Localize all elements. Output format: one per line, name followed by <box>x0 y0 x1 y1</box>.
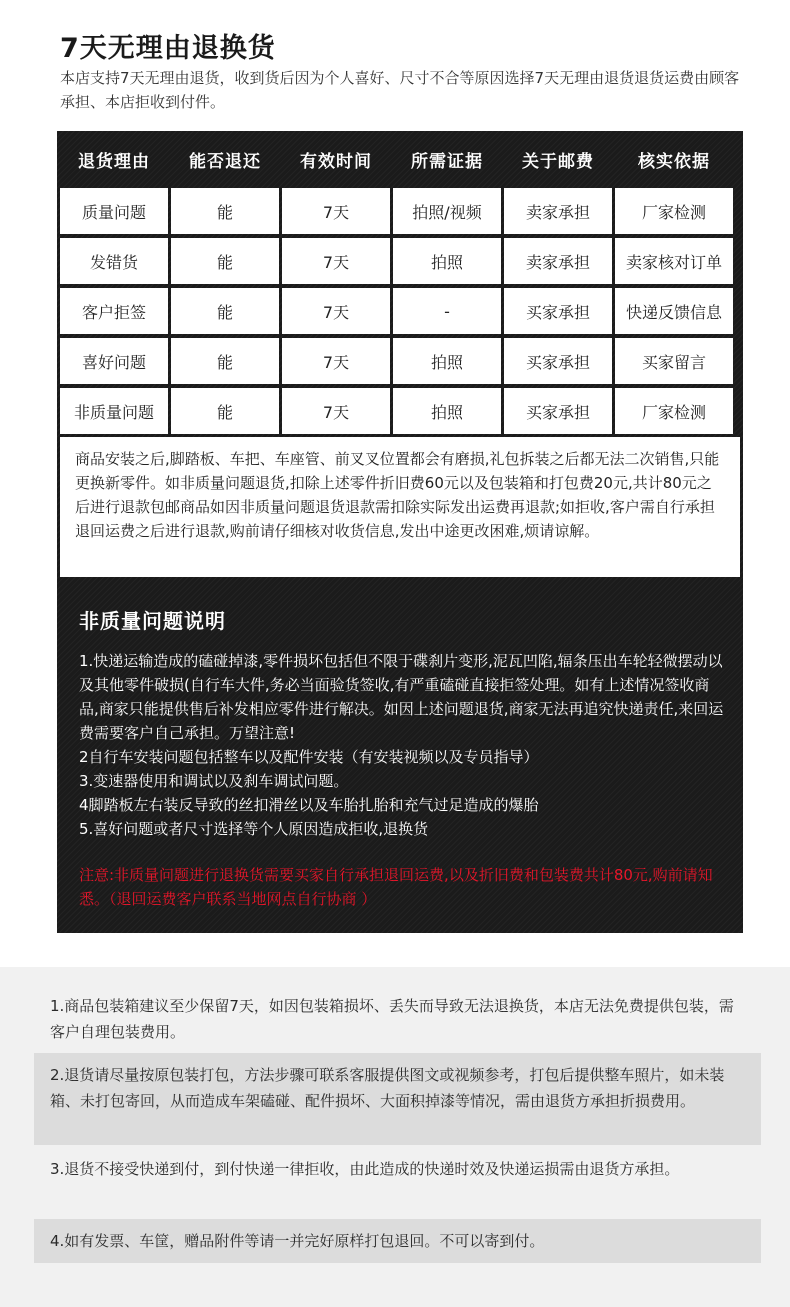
page-title: 7天无理由退换货 <box>60 33 276 64</box>
table-cell: 质量问题 <box>60 188 168 234</box>
tip-item: 2.退货请尽量按原包装打包，方法步骤可联系客服提供图文或视频参考，打包后提供整车照片，如未装箱、未打包寄回，从而造成车架磕碰、配件损坏、大面积掉漆等情况，需由退货方承担折损费用。 <box>34 1053 761 1145</box>
table-cell: 厂家检测 <box>615 188 733 234</box>
list-item: 1.快递运输造成的磕碰掉漆,零件损坏包括但不限于碟刹片变形,泥瓦凹陷,辐条压出车轮轻微摆动以及其他零件破损(自行车大件,务必当面验货签收,有严重磕碰直接拒签处理。如有上述情况签收商品,商家只能提供售后补发相应零件进行解决。如因上述问题退货,商家无法再追究快递责任,来回运费需要客户自己承担。万望注意! <box>79 652 724 742</box>
intro-text: 本店支持7天无理由退货，收到货后因为个人喜好、尺寸不合等原因选择7天无理由退货退货运费由顾客承担、本店拒收到付件。 <box>60 69 740 111</box>
table-cell: 7天 <box>282 288 390 334</box>
table-cell: - <box>393 288 501 334</box>
table-cell: 买家承担 <box>504 288 612 334</box>
table-cell: 能 <box>171 388 279 434</box>
packaging-tips-section <box>0 967 790 1307</box>
non-quality-title: 非质量问题说明 <box>79 609 226 633</box>
table-cell: 非质量问题 <box>60 388 168 434</box>
list-item: 3.变速器使用和调试以及刹车调试问题。 <box>79 772 349 790</box>
table-cell: 卖家承担 <box>504 188 612 234</box>
table-cell: 拍照 <box>393 388 501 434</box>
table-header-cell: 关于邮费 <box>522 151 594 172</box>
list-item: 4脚踏板左右装反导致的丝扣滑丝以及车胎扎胎和充气过足造成的爆胎 <box>79 796 539 814</box>
table-header-cell: 能否退还 <box>189 151 261 172</box>
table-cell: 卖家承担 <box>504 238 612 284</box>
table-cell: 喜好问题 <box>60 338 168 384</box>
table-header-cell: 退货理由 <box>78 151 150 172</box>
table-cell: 快递反馈信息 <box>615 288 733 334</box>
return-policy-panel <box>57 131 743 933</box>
non-quality-list <box>79 649 729 841</box>
table-cell: 能 <box>171 238 279 284</box>
table-cell: 能 <box>171 338 279 384</box>
warning-text: 注意:非质量问题进行退换货需要买家自行承担退回运费,以及折旧费和包装费共计80元,购前请知悉。（退回运费客户联系当地网点自行协商 ） <box>79 866 713 908</box>
table-cell: 卖家核对订单 <box>615 238 733 284</box>
table-cell: 7天 <box>282 238 390 284</box>
table-cell: 厂家检测 <box>615 388 733 434</box>
table-header-cell: 核实依据 <box>638 151 710 172</box>
table-cell: 7天 <box>282 188 390 234</box>
return-policy-table <box>60 134 733 434</box>
table-note: 商品安装之后,脚踏板、车把、车座管、前叉叉位置都会有磨损,礼包拆装之后都无法二次销售,只能更换新零件。如非质量问题退货,扣除上述零件折旧费60元以及包装箱和打包费20元,共计80元之后进行退款包邮商品如因非质量问题退货退款需扣除实际发出运费再退款;如拒收,客户需自行承担退回运费之后进行退款,购前请仔细核对收货信息,发出中途更改困难,烦请谅解。 <box>60 437 740 577</box>
table-cell: 拍照 <box>393 238 501 284</box>
table-cell: 7天 <box>282 388 390 434</box>
list-item: 5.喜好问题或者尺寸选择等个人原因造成拒收,退换货 <box>79 820 429 838</box>
table-header-cell: 所需证据 <box>411 151 483 172</box>
table-cell: 7天 <box>282 338 390 384</box>
table-cell: 拍照/视频 <box>393 188 501 234</box>
tip-item: 4.如有发票、车筐，赠品附件等请一并完好原样打包退回。不可以寄到付。 <box>34 1219 761 1263</box>
table-cell: 买家承担 <box>504 388 612 434</box>
table-cell: 买家留言 <box>615 338 733 384</box>
table-cell: 拍照 <box>393 338 501 384</box>
table-cell: 能 <box>171 288 279 334</box>
table-cell: 能 <box>171 188 279 234</box>
table-cell: 客户拒签 <box>60 288 168 334</box>
table-cell: 发错货 <box>60 238 168 284</box>
list-item: 2自行车安装问题包括整车以及配件安装（有安装视频以及专员指导） <box>79 748 539 766</box>
tip-item: 3.退货不接受快递到付，到付快递一律拒收，由此造成的快递时效及快递运损需由退货方承担。 <box>50 1160 680 1178</box>
table-header-cell: 有效时间 <box>300 151 372 172</box>
table-cell: 买家承担 <box>504 338 612 384</box>
tip-item: 1.商品包装箱建议至少保留7天，如因包装箱损坏、丢失而导致无法退换货，本店无法免费提供包装，需客户自理包装费用。 <box>50 997 734 1041</box>
